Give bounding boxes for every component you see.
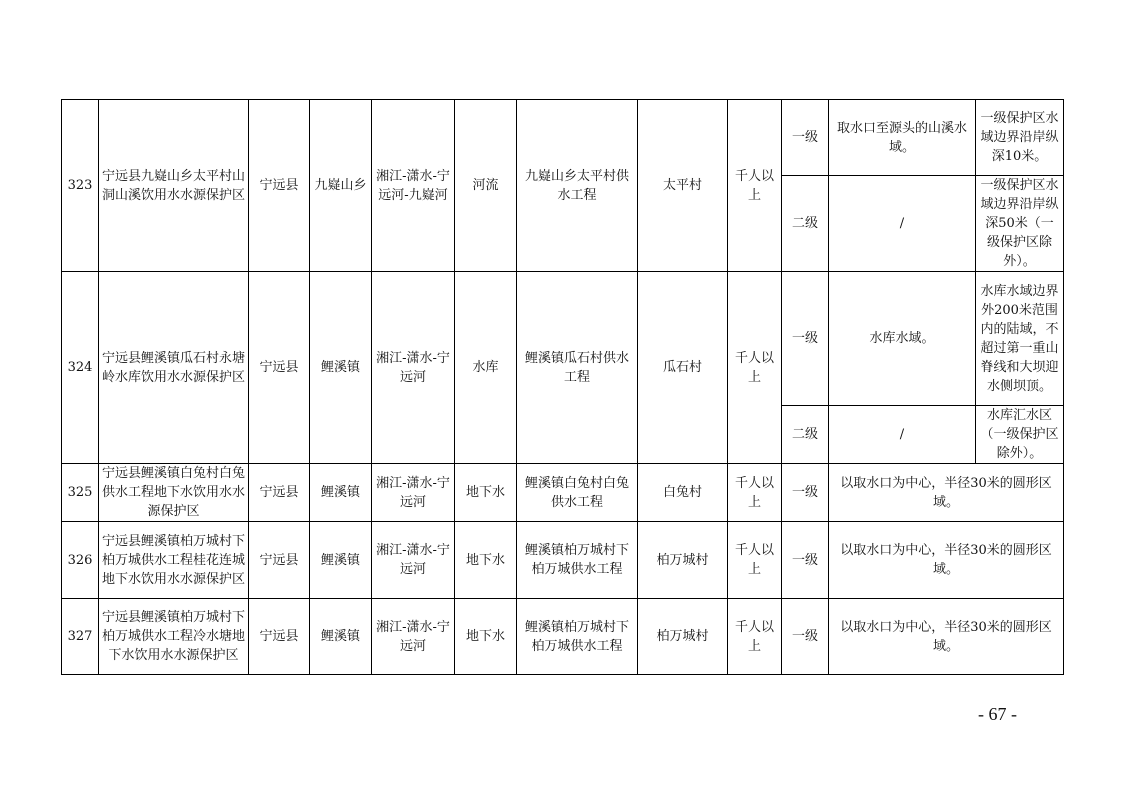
village: 瓜石村: [638, 272, 728, 464]
water-area-range: /: [829, 406, 976, 464]
river-basin: 湘江-潇水-宁远河: [372, 522, 455, 599]
service-scale: 千人以上: [728, 464, 782, 522]
table-row: [62, 272, 1064, 406]
water-source-type: 地下水: [455, 599, 517, 675]
table-row: [62, 599, 1064, 675]
village: 太平村: [638, 100, 728, 272]
supply-project: 鲤溪镇白兔村白兔供水工程: [517, 464, 638, 522]
river-basin: 湘江-潇水-宁远河: [372, 464, 455, 522]
river-basin: 湘江-潇水-宁远河: [372, 272, 455, 464]
village: 柏万城村: [638, 599, 728, 675]
village: 柏万城村: [638, 522, 728, 599]
zone-name: 宁远县鲤溪镇柏万城村下柏万城供水工程冷水塘地下水饮用水水源保护区: [99, 599, 249, 675]
page-number: - 67 -: [978, 704, 1017, 724]
town: 鲤溪镇: [310, 599, 372, 675]
water-source-type: 地下水: [455, 464, 517, 522]
land-area-range: 一级保护区水域边界沿岸纵深50米（一级保护区除外）。: [976, 176, 1064, 272]
town: 鲤溪镇: [310, 272, 372, 464]
service-scale: 千人以上: [728, 599, 782, 675]
zone-name: 宁远县鲤溪镇柏万城村下柏万城供水工程桂花连城地下水饮用水水源保护区: [99, 522, 249, 599]
water-source-type: 河流: [455, 100, 517, 272]
supply-project: 鲤溪镇瓜石村供水工程: [517, 272, 638, 464]
table-row: [62, 464, 1064, 522]
town: 九嶷山乡: [310, 100, 372, 272]
table-row: [62, 522, 1064, 599]
row-number: 327: [62, 599, 99, 675]
row-number: 323: [62, 100, 99, 272]
zone-name: 宁远县九嶷山乡太平村山洞山溪饮用水水源保护区: [99, 100, 249, 272]
protection-zone-table: [61, 99, 1064, 675]
village: 白兔村: [638, 464, 728, 522]
county: 宁远县: [249, 464, 310, 522]
supply-project: 九嶷山乡太平村供水工程: [517, 100, 638, 272]
supply-project: 鲤溪镇柏万城村下柏万城供水工程: [517, 599, 638, 675]
land-area-range: 水库水域边界外200米范围内的陆域，不超过第一重山脊线和大坝迎水侧坝顶。: [976, 272, 1064, 406]
service-scale: 千人以上: [728, 100, 782, 272]
town: 鲤溪镇: [310, 522, 372, 599]
protection-level: 一级: [782, 272, 829, 406]
supply-project: 鲤溪镇柏万城村下柏万城供水工程: [517, 522, 638, 599]
county: 宁远县: [249, 522, 310, 599]
protection-level: 二级: [782, 406, 829, 464]
county: 宁远县: [249, 599, 310, 675]
water-area-range: 水库水域。: [829, 272, 976, 406]
zone-name: 宁远县鲤溪镇瓜石村永塘岭水库饮用水水源保护区: [99, 272, 249, 464]
river-basin: 湘江-潇水-宁远河: [372, 599, 455, 675]
river-basin: 湘江-潇水-宁远河-九嶷河: [372, 100, 455, 272]
protection-range: 以取水口为中心，半径30米的圆形区域。: [829, 522, 1064, 599]
water-area-range: /: [829, 176, 976, 272]
service-scale: 千人以上: [728, 522, 782, 599]
row-number: 325: [62, 464, 99, 522]
row-number: 324: [62, 272, 99, 464]
water-source-type: 水库: [455, 272, 517, 464]
protection-level: 一级: [782, 100, 829, 176]
protection-level: 二级: [782, 176, 829, 272]
town: 鲤溪镇: [310, 464, 372, 522]
county: 宁远县: [249, 272, 310, 464]
protection-level: 一级: [782, 599, 829, 675]
table-row: [62, 100, 1064, 176]
county: 宁远县: [249, 100, 310, 272]
land-area-range: 一级保护区水域边界沿岸纵深10米。: [976, 100, 1064, 176]
zone-name: 宁远县鲤溪镇白兔村白兔供水工程地下水饮用水水源保护区: [99, 464, 249, 522]
land-area-range: 水库汇水区（一级保护区除外）。: [976, 406, 1064, 464]
protection-level: 一级: [782, 464, 829, 522]
water-area-range: 取水口至源头的山溪水域。: [829, 100, 976, 176]
water-source-type: 地下水: [455, 522, 517, 599]
protection-range: 以取水口为中心，半径30米的圆形区域。: [829, 599, 1064, 675]
service-scale: 千人以上: [728, 272, 782, 464]
protection-level: 一级: [782, 522, 829, 599]
protection-range: 以取水口为中心，半径30米的圆形区域。: [829, 464, 1064, 522]
row-number: 326: [62, 522, 99, 599]
